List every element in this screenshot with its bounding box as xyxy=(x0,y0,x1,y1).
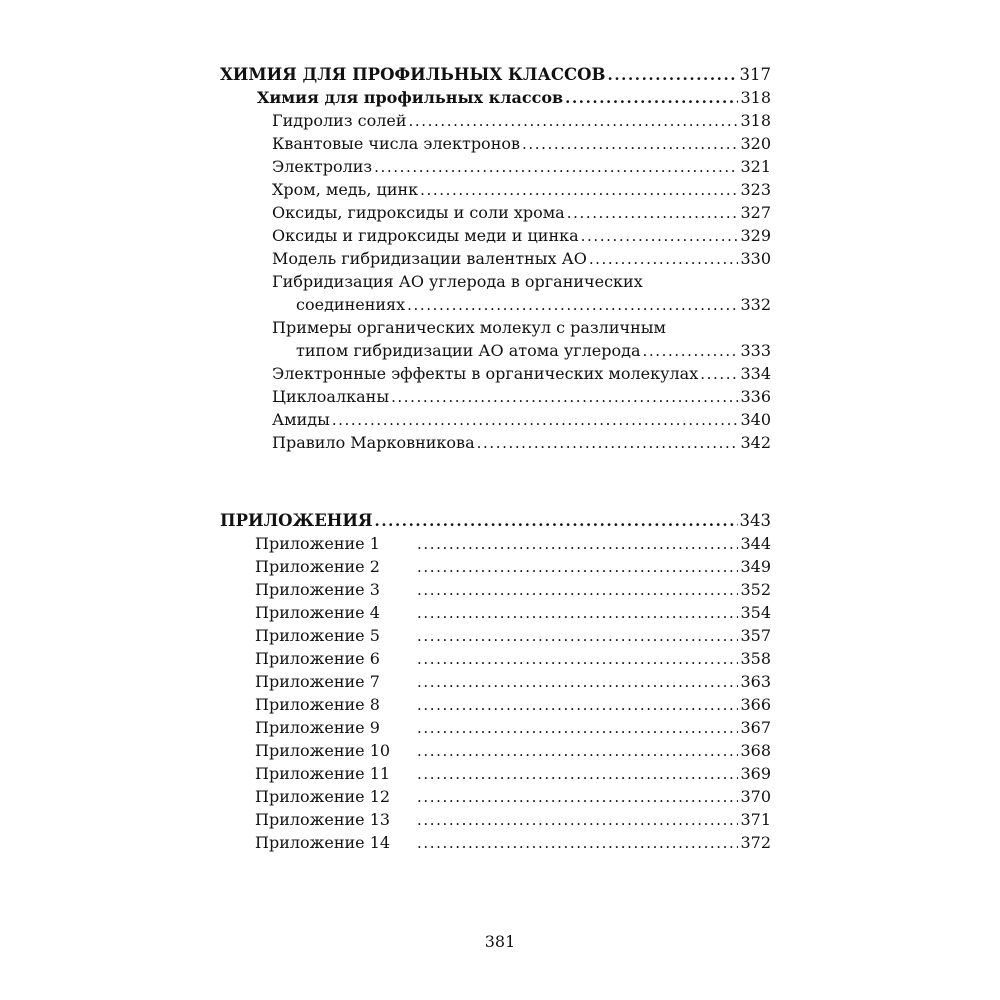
dot-leader xyxy=(417,740,738,763)
toc-entry-title: Оксиды и гидроксиды меди и цинка xyxy=(272,226,579,245)
toc-entry-title: Приложение 11 xyxy=(255,764,391,783)
dot-leader xyxy=(417,717,738,740)
toc-page-number: 343 xyxy=(739,511,771,530)
toc-entry-wrapped-line[interactable]: Примеры органических молекул с различным xyxy=(272,318,666,337)
toc-entry[interactable] xyxy=(220,385,771,408)
toc-entry-title: Электронные эффекты в органических молекулах xyxy=(272,364,699,383)
toc-page-number: 329 xyxy=(740,226,771,245)
toc-entry[interactable] xyxy=(220,431,771,454)
toc-entry-title: Электролиз xyxy=(272,157,373,176)
toc-entry[interactable] xyxy=(220,293,771,316)
dot-leader xyxy=(417,625,738,648)
toc-page-number: 363 xyxy=(740,672,771,691)
dot-leader xyxy=(477,432,739,455)
toc-section-chemistry xyxy=(220,63,771,454)
toc-page-number: 368 xyxy=(740,741,771,760)
toc-subsection-heading[interactable] xyxy=(220,86,771,109)
dot-leader xyxy=(522,133,738,156)
toc-appendix-entry[interactable] xyxy=(220,693,771,716)
dot-leader xyxy=(417,763,738,786)
toc-appendix-entry[interactable] xyxy=(220,716,771,739)
toc-page-number: 323 xyxy=(740,180,771,199)
dot-leader xyxy=(417,809,738,832)
toc-page-number: 332 xyxy=(740,295,771,314)
toc-entry[interactable] xyxy=(220,155,771,178)
dot-leader xyxy=(565,87,738,110)
toc-page-number: 366 xyxy=(740,695,771,714)
dot-leader xyxy=(589,248,739,271)
dot-leader xyxy=(417,694,738,717)
toc-page-number: 344 xyxy=(740,534,771,553)
toc-entry-title: Приложение 5 xyxy=(255,626,380,645)
toc-entry[interactable] xyxy=(220,339,771,362)
toc-page-number: 370 xyxy=(740,787,771,806)
toc-page-number: 327 xyxy=(740,203,771,222)
toc-page-number: 367 xyxy=(740,718,771,737)
dot-leader xyxy=(417,579,738,602)
toc-entry-title: Приложение 9 xyxy=(255,718,380,737)
toc-entry[interactable] xyxy=(220,201,771,224)
toc-entry-title: Приложение 10 xyxy=(255,741,391,760)
toc-appendix-entry[interactable] xyxy=(220,831,771,854)
toc-appendix-entry[interactable] xyxy=(220,532,771,555)
toc-page-number: 369 xyxy=(740,764,771,783)
toc-entry-title: Циклоалканы xyxy=(272,387,390,406)
dot-leader xyxy=(417,533,738,556)
toc-page-number: 358 xyxy=(740,649,771,668)
toc-entry-title: соединениях xyxy=(296,295,406,314)
toc-appendix-entry[interactable] xyxy=(220,670,771,693)
toc-appendix-entry[interactable] xyxy=(220,578,771,601)
toc-page-number: 349 xyxy=(740,557,771,576)
toc-page-number: 318 xyxy=(740,111,771,130)
dot-leader xyxy=(409,110,739,133)
toc-entry-title: Приложение 12 xyxy=(255,787,391,806)
toc-page-number: 321 xyxy=(740,157,771,176)
toc-page-number: 336 xyxy=(740,387,771,406)
dot-leader xyxy=(374,156,738,179)
toc-page-number: 330 xyxy=(740,249,771,268)
toc-page-number: 352 xyxy=(740,580,771,599)
dot-leader xyxy=(567,202,739,225)
toc-entry-title: Приложение 3 xyxy=(255,580,380,599)
dot-leader xyxy=(417,648,738,671)
toc-appendix-entry[interactable] xyxy=(220,647,771,670)
toc-section-appendices xyxy=(220,509,771,854)
toc-entry-title: Хром, медь, цинк xyxy=(272,180,419,199)
toc-entry-title: ХИМИЯ ДЛЯ ПРОФИЛЬНЫХ КЛАССОВ xyxy=(220,65,606,84)
toc-page-number: 333 xyxy=(740,341,771,360)
page-number: 381 xyxy=(484,932,516,951)
toc-entry-title: Гидролиз солей xyxy=(272,111,407,130)
toc-entry-title: Правило Марковникова xyxy=(272,433,475,452)
toc-entry-title: Приложение 7 xyxy=(255,672,380,691)
toc-page-number: 354 xyxy=(740,603,771,622)
toc-page-number: 342 xyxy=(740,433,771,452)
toc-entry[interactable] xyxy=(220,178,771,201)
dot-leader xyxy=(608,64,738,87)
toc-entry-title: Приложение 14 xyxy=(255,833,391,852)
toc-entry[interactable] xyxy=(220,408,771,431)
toc-entry-title: Оксиды, гидроксиды и соли хрома xyxy=(272,203,565,222)
toc-entry-title: Химия для профильных классов xyxy=(257,88,564,107)
dot-leader xyxy=(643,340,739,363)
toc-page-number: 334 xyxy=(740,364,771,383)
toc-section-heading[interactable] xyxy=(220,63,771,86)
toc-entry-title: Квантовые числа электронов xyxy=(272,134,520,153)
toc-section-heading[interactable] xyxy=(220,509,771,532)
dot-leader xyxy=(332,409,739,432)
dot-leader xyxy=(417,671,738,694)
toc-entry[interactable] xyxy=(220,362,771,385)
toc-page-number: 320 xyxy=(740,134,771,153)
dot-leader xyxy=(407,294,738,317)
toc-page-number: 340 xyxy=(740,410,771,429)
toc-entry-title: Модель гибридизации валентных АО xyxy=(272,249,587,268)
toc-page-number: 317 xyxy=(739,65,771,84)
toc-entry[interactable] xyxy=(220,132,771,155)
toc-entry[interactable] xyxy=(220,109,771,132)
dot-leader xyxy=(420,179,738,202)
toc-entry-title: Приложение 6 xyxy=(255,649,380,668)
dot-leader xyxy=(417,556,738,579)
toc-entry-title: Приложение 1 xyxy=(255,534,380,553)
toc-entry-wrapped-line[interactable]: Гибридизация АО углерода в органических xyxy=(272,272,643,291)
toc-appendix-entry[interactable] xyxy=(220,762,771,785)
toc-entry-title: ПРИЛОЖЕНИЯ xyxy=(220,511,373,530)
dot-leader xyxy=(375,510,738,533)
toc-appendix-entry[interactable] xyxy=(220,624,771,647)
toc-entry-title: Приложение 4 xyxy=(255,603,380,622)
dot-leader xyxy=(417,832,738,855)
toc-page-number: 357 xyxy=(740,626,771,645)
toc-entry[interactable] xyxy=(220,247,771,270)
toc-entry-title: типом гибридизации АО атома углерода xyxy=(296,341,641,360)
toc-appendix-entry[interactable] xyxy=(220,739,771,762)
toc-appendix-entry[interactable] xyxy=(220,808,771,831)
dot-leader xyxy=(417,786,738,809)
toc-entry-title: Приложение 8 xyxy=(255,695,380,714)
dot-leader xyxy=(581,225,739,248)
toc-appendix-entry[interactable] xyxy=(220,555,771,578)
toc-page-number: 318 xyxy=(740,88,771,107)
toc-page-number: 371 xyxy=(740,810,771,829)
toc-entry-title: Приложение 13 xyxy=(255,810,391,829)
toc-appendix-entry[interactable] xyxy=(220,785,771,808)
toc-entry[interactable] xyxy=(220,224,771,247)
toc-entry-title: Амиды xyxy=(272,410,330,429)
dot-leader xyxy=(391,386,738,409)
toc-entry-title: Приложение 2 xyxy=(255,557,380,576)
dot-leader xyxy=(417,602,738,625)
toc-appendix-entry[interactable] xyxy=(220,601,771,624)
dot-leader xyxy=(700,363,738,386)
toc-page-number: 372 xyxy=(740,833,771,852)
